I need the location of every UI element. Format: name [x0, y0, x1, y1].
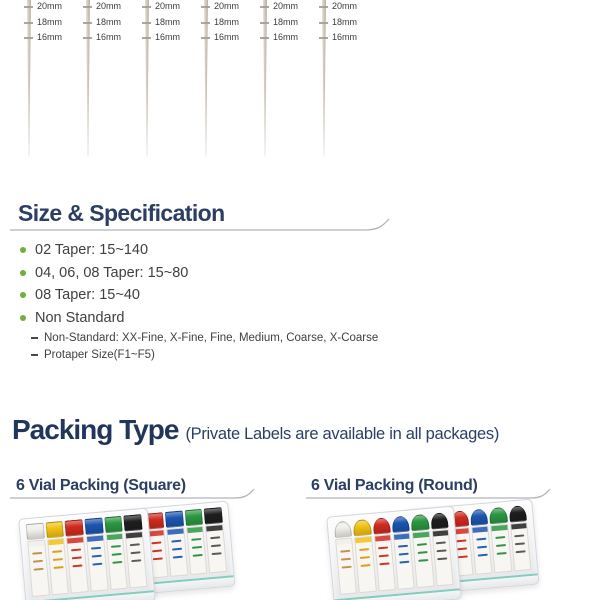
size-spec-title: Size & Specification — [18, 200, 225, 226]
spec-item — [20, 307, 188, 330]
file-handle-mark — [437, 549, 447, 552]
file-handle-mark — [341, 558, 351, 561]
file-handle-mark — [210, 536, 220, 539]
file-handle-mark — [131, 559, 141, 562]
file-handle-mark — [152, 549, 162, 552]
file-handle-mark — [212, 552, 222, 555]
length-tick — [83, 22, 92, 24]
vial-body — [27, 540, 49, 597]
file-handle-mark — [91, 547, 101, 550]
file-handle-mark — [399, 561, 409, 564]
vial-body — [86, 534, 108, 591]
instrument-files-figure — [0, 0, 600, 170]
packing-header — [12, 414, 499, 446]
file-handle-mark — [340, 550, 350, 553]
vial-cap — [84, 518, 103, 535]
file-handle-mark — [516, 550, 526, 553]
vial-label-band — [472, 527, 488, 533]
dash-icon — [31, 337, 38, 339]
vial-cap — [489, 507, 508, 524]
file-handle-mark — [477, 546, 487, 549]
vial-label-band — [48, 539, 64, 545]
length-tick — [24, 22, 33, 24]
round-packing-label: 6 Vial Packing (Round) — [311, 477, 478, 494]
vial — [124, 514, 148, 588]
file-handle-mark — [33, 560, 43, 563]
length-tick — [24, 37, 33, 39]
file-handle-mark — [130, 543, 140, 546]
vial-cap — [508, 505, 527, 522]
vial-body — [186, 526, 208, 575]
vial — [430, 512, 454, 586]
file-handle-mark — [173, 556, 183, 559]
file-handle-mark — [71, 548, 81, 551]
length-tick — [83, 37, 92, 39]
length-label: 18mm — [155, 17, 181, 27]
vial-label-band — [394, 534, 410, 540]
length-tick — [24, 6, 33, 8]
length-label: 20mm — [96, 1, 122, 11]
vial-label-band — [87, 536, 103, 542]
size-spec-underline — [8, 216, 392, 234]
bullet-icon — [20, 315, 26, 321]
vial-cap — [65, 519, 84, 536]
length-label: 20mm — [214, 1, 240, 11]
vial-label-band — [375, 535, 391, 541]
length-label: 16mm — [37, 32, 63, 42]
length-label: 18mm — [332, 17, 358, 27]
vial-body — [490, 524, 511, 573]
file-handle-mark — [496, 544, 506, 547]
file-handle-mark — [457, 539, 467, 542]
file-handle-mark — [458, 555, 468, 558]
vial-body — [393, 532, 415, 589]
file-handle-mark — [153, 557, 163, 560]
length-tick — [201, 22, 210, 24]
length-label: 20mm — [332, 1, 358, 11]
vial-cap — [104, 516, 123, 533]
file-handle-mark — [72, 556, 82, 559]
length-tick — [201, 6, 210, 8]
file-handle-mark — [191, 546, 201, 549]
vial-cap — [391, 516, 410, 533]
vial-cap — [26, 523, 45, 540]
length-label: 16mm — [332, 32, 358, 42]
file-handle-mark — [73, 564, 83, 567]
vial-row — [26, 514, 148, 597]
vial-label-band — [207, 525, 223, 531]
bullet-icon — [20, 292, 26, 298]
spec-sub-item — [31, 329, 378, 347]
file-handle-mark — [360, 556, 370, 559]
file-handle-mark — [457, 547, 467, 550]
file-handle-mark — [33, 568, 43, 571]
vial-cap — [334, 521, 353, 538]
vial-cap — [184, 509, 203, 526]
dash-icon — [31, 354, 38, 356]
vial-cap — [45, 521, 64, 538]
vial-body — [374, 534, 396, 591]
file-handle-mark — [398, 545, 408, 548]
file-handle-mark — [360, 564, 370, 567]
vial-label-band — [28, 541, 44, 547]
vial-body — [106, 533, 128, 590]
spec-item — [20, 262, 188, 285]
file-handle-mark — [379, 554, 389, 557]
file-handle-mark — [380, 562, 390, 565]
file-handle-mark — [172, 548, 182, 551]
vial-cap — [470, 509, 489, 526]
file-handle-mark — [417, 543, 427, 546]
vial-row — [334, 512, 454, 595]
file-handle-mark — [359, 548, 369, 551]
length-tick — [260, 6, 269, 8]
file-handle-mark — [515, 542, 525, 545]
length-label: 20mm — [273, 1, 299, 11]
square-packing-underline — [8, 486, 258, 502]
file-handle-mark — [191, 538, 201, 541]
file-handle-mark — [192, 554, 202, 557]
spec-item — [20, 284, 188, 307]
vial-body — [431, 529, 453, 586]
spec-list — [20, 239, 188, 329]
vial-body — [354, 536, 376, 593]
file-handle-mark — [476, 538, 486, 541]
file-handle-mark — [152, 541, 162, 544]
length-tick — [201, 37, 210, 39]
file-handle-mark — [112, 561, 122, 564]
spec-sub-list — [31, 329, 378, 364]
vial-cap — [124, 514, 143, 531]
file-handle-mark — [91, 555, 101, 558]
file-handle-mark — [398, 553, 408, 556]
vial-body — [125, 531, 147, 588]
file-handle-mark — [495, 536, 505, 539]
vial-body — [412, 531, 434, 588]
length-label: 20mm — [155, 1, 181, 11]
spec-sub-item-text: Protaper Size(F1~F5) — [44, 349, 155, 362]
length-tick — [142, 22, 151, 24]
packing-subtitle: (Private Labels are available in all packages) — [185, 425, 500, 443]
round-vial-pack — [326, 506, 462, 600]
file-handle-mark — [341, 566, 351, 569]
file-handle-mark — [477, 554, 487, 557]
vial-label-band — [126, 532, 142, 538]
spec-item — [20, 239, 188, 262]
vial — [204, 507, 227, 573]
vial-cap — [430, 512, 449, 529]
length-label: 20mm — [37, 1, 63, 11]
file-handle-mark — [52, 558, 62, 561]
vial-body — [66, 536, 88, 593]
vial-label-band — [107, 534, 123, 540]
vial-cap — [353, 519, 372, 536]
spec-item-text: Non Standard — [35, 310, 125, 327]
file-handle-mark — [111, 553, 121, 556]
vial-body — [471, 525, 492, 574]
file-handle-mark — [418, 559, 428, 562]
vial-body — [47, 538, 69, 595]
length-tick — [83, 6, 92, 8]
vial-cap — [372, 517, 391, 534]
square-vial-pack — [18, 508, 156, 600]
vial-label-band — [432, 530, 448, 536]
bullet-icon — [20, 247, 26, 253]
vial-body — [510, 522, 531, 571]
vial-label-band — [511, 523, 527, 529]
length-tick — [142, 6, 151, 8]
length-tick — [319, 22, 328, 24]
file-handle-mark — [52, 550, 62, 553]
length-tick — [260, 22, 269, 24]
length-tick — [319, 37, 328, 39]
length-tick — [142, 37, 151, 39]
vial-label-band — [67, 537, 83, 543]
spec-sub-item-text: Non-Standard: XX-Fine, X-Fine, Fine, Medium, Coarse, X-Coarse — [44, 331, 379, 344]
length-label: 16mm — [273, 32, 299, 42]
length-label: 16mm — [214, 32, 240, 42]
vial-label-band — [187, 527, 203, 533]
vial-label-band — [355, 537, 371, 543]
file-handle-mark — [53, 566, 63, 569]
length-label: 18mm — [37, 17, 63, 27]
vial-body — [166, 527, 188, 576]
file-handle-mark — [378, 546, 388, 549]
length-label: 18mm — [214, 17, 240, 27]
file-handle-mark — [92, 563, 102, 566]
file-handle-mark — [32, 552, 42, 555]
file-handle-mark — [436, 541, 446, 544]
length-label: 18mm — [96, 17, 122, 27]
spec-sub-item — [31, 347, 378, 365]
vial-body — [205, 524, 227, 573]
square-packing-label: 6 Vial Packing (Square) — [16, 477, 186, 494]
bullet-icon — [20, 270, 26, 276]
file-handle-mark — [514, 534, 524, 537]
vial-label-band — [336, 539, 352, 545]
length-tick — [319, 6, 328, 8]
vial-body — [335, 538, 357, 595]
vial-cap — [411, 514, 430, 531]
file-handle-mark — [211, 544, 221, 547]
vial-cap — [165, 511, 184, 528]
file-handle-mark — [497, 552, 507, 555]
spec-item-text: 02 Taper: 15~140 — [35, 242, 149, 259]
file-handle-mark — [171, 540, 181, 543]
length-label: 16mm — [155, 32, 181, 42]
vial-label-band — [167, 529, 183, 535]
length-tick — [260, 37, 269, 39]
vial — [508, 505, 531, 571]
vial-cap — [204, 507, 223, 524]
length-label: 16mm — [96, 32, 122, 42]
file-handle-mark — [110, 545, 120, 548]
file-handle-mark — [131, 551, 141, 554]
length-label: 18mm — [273, 17, 299, 27]
spec-item-text: 04, 06, 08 Taper: 15~80 — [35, 264, 189, 281]
vial-label-band — [413, 532, 429, 538]
file-handle-mark — [437, 557, 447, 560]
spec-item-text: 08 Taper: 15~40 — [35, 287, 140, 304]
packing-title: Packing Type — [12, 414, 179, 445]
file-handle-mark — [418, 551, 428, 554]
vial-label-band — [492, 525, 508, 531]
